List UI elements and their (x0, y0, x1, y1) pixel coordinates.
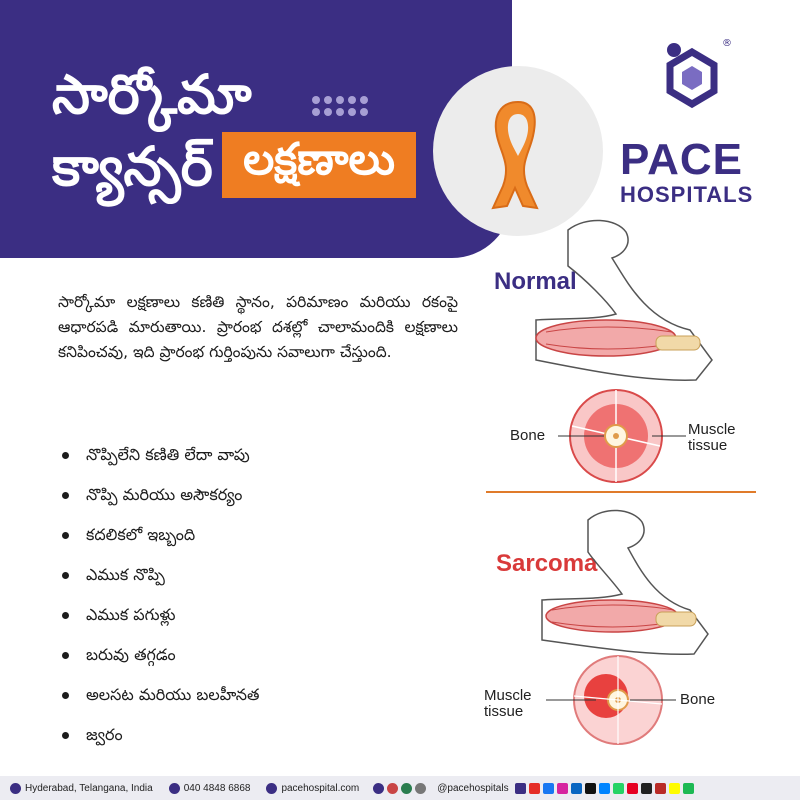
list-item: ఎముక నొప్పి (58, 560, 458, 600)
normal-label: Normal (494, 268, 577, 295)
globe-icon (266, 783, 277, 794)
sarcoma-muscle-label-line1: Muscle (484, 687, 532, 704)
list-item: నొప్పిలేని కణితి లేదా వాపు (58, 440, 458, 480)
footer-location (10, 783, 153, 794)
snapchat-icon[interactable] (669, 783, 680, 794)
sarcoma-panel (476, 500, 766, 770)
footer-phone[interactable] (169, 783, 251, 794)
footer-handle[interactable] (437, 783, 508, 794)
accreditation-badge-icon (373, 783, 384, 794)
sarcoma-muscle-label-line2: tissue (484, 703, 524, 720)
location-pin-icon (10, 783, 21, 794)
facebook-icon[interactable] (543, 783, 554, 794)
accreditation-badge-icon (415, 783, 426, 794)
linkedin-icon[interactable] (571, 783, 582, 794)
section-divider (486, 491, 756, 493)
symptoms-list (58, 440, 458, 760)
threads-icon[interactable] (641, 783, 652, 794)
registered-mark: ® (722, 38, 732, 49)
sarcoma-bone-label: Bone (680, 691, 716, 708)
pinterest-icon[interactable] (627, 783, 638, 794)
instagram-icon[interactable] (557, 783, 568, 794)
spotify-icon[interactable] (683, 783, 694, 794)
decorative-dots (312, 96, 368, 118)
social-icons (515, 783, 697, 794)
title-line2: క్యాన్సర్ (52, 135, 213, 198)
logo-mark-icon (662, 38, 722, 118)
logo-name: PACE (620, 135, 743, 184)
normal-bone-label: Bone (510, 427, 546, 444)
list-item: నొప్పి మరియు అసౌకర్యం (58, 480, 458, 520)
accreditation-badge-icon (387, 783, 398, 794)
normal-panel (476, 210, 766, 490)
intro-paragraph: సార్కోమా లక్షణాలు కణితి స్థానం, పరిమాణం మరియు రకంపై ఆధారపడి మారుతాయి. ప్రారంభ దశల్లో చాలామందికి లక్షణాలు కనిపించవు, ఇది ప్రారంభ గుర్తింపును సవాలుగా చేస్తుంది. (58, 293, 458, 361)
logo-subtitle: HOSPITALS (620, 182, 754, 207)
normal-muscle-label-line2: tissue (688, 437, 728, 454)
whatsapp-icon[interactable] (613, 783, 624, 794)
youtube-icon[interactable] (529, 783, 540, 794)
pace-hospitals-logo (610, 38, 770, 207)
x-icon[interactable] (585, 783, 596, 794)
accreditation-badges (373, 783, 429, 794)
accreditation-badge-icon (401, 783, 412, 794)
list-item: జ్వరం (58, 720, 458, 760)
title-highlight: లక్షణాలు (222, 132, 416, 198)
normal-muscle-label-line1: Muscle (688, 421, 736, 438)
social-icon[interactable] (515, 783, 526, 794)
footer-bar (0, 776, 800, 800)
quora-icon[interactable] (655, 783, 666, 794)
list-item: ఎముక పగుళ్లు (58, 600, 458, 640)
footer-website[interactable] (266, 783, 359, 794)
list-item: బరువు తగ్గడం (58, 640, 458, 680)
messenger-icon[interactable] (599, 783, 610, 794)
title-line1: సార్కోమా (52, 63, 252, 126)
handle-text: @pacehospitals (437, 782, 509, 794)
phone-icon (169, 783, 180, 794)
sarcoma-arm-illustration (476, 500, 766, 770)
list-item: అలసట మరియు బలహీనత (58, 680, 458, 720)
phone-text: 040 4848 6868 (183, 782, 251, 794)
website-text: pacehospital.com (281, 782, 360, 794)
location-text: Hyderabad, Telangana, India (25, 782, 153, 794)
sarcoma-label: Sarcoma (496, 550, 598, 577)
list-item: కదలికలో ఇబ్బంది (58, 520, 458, 560)
